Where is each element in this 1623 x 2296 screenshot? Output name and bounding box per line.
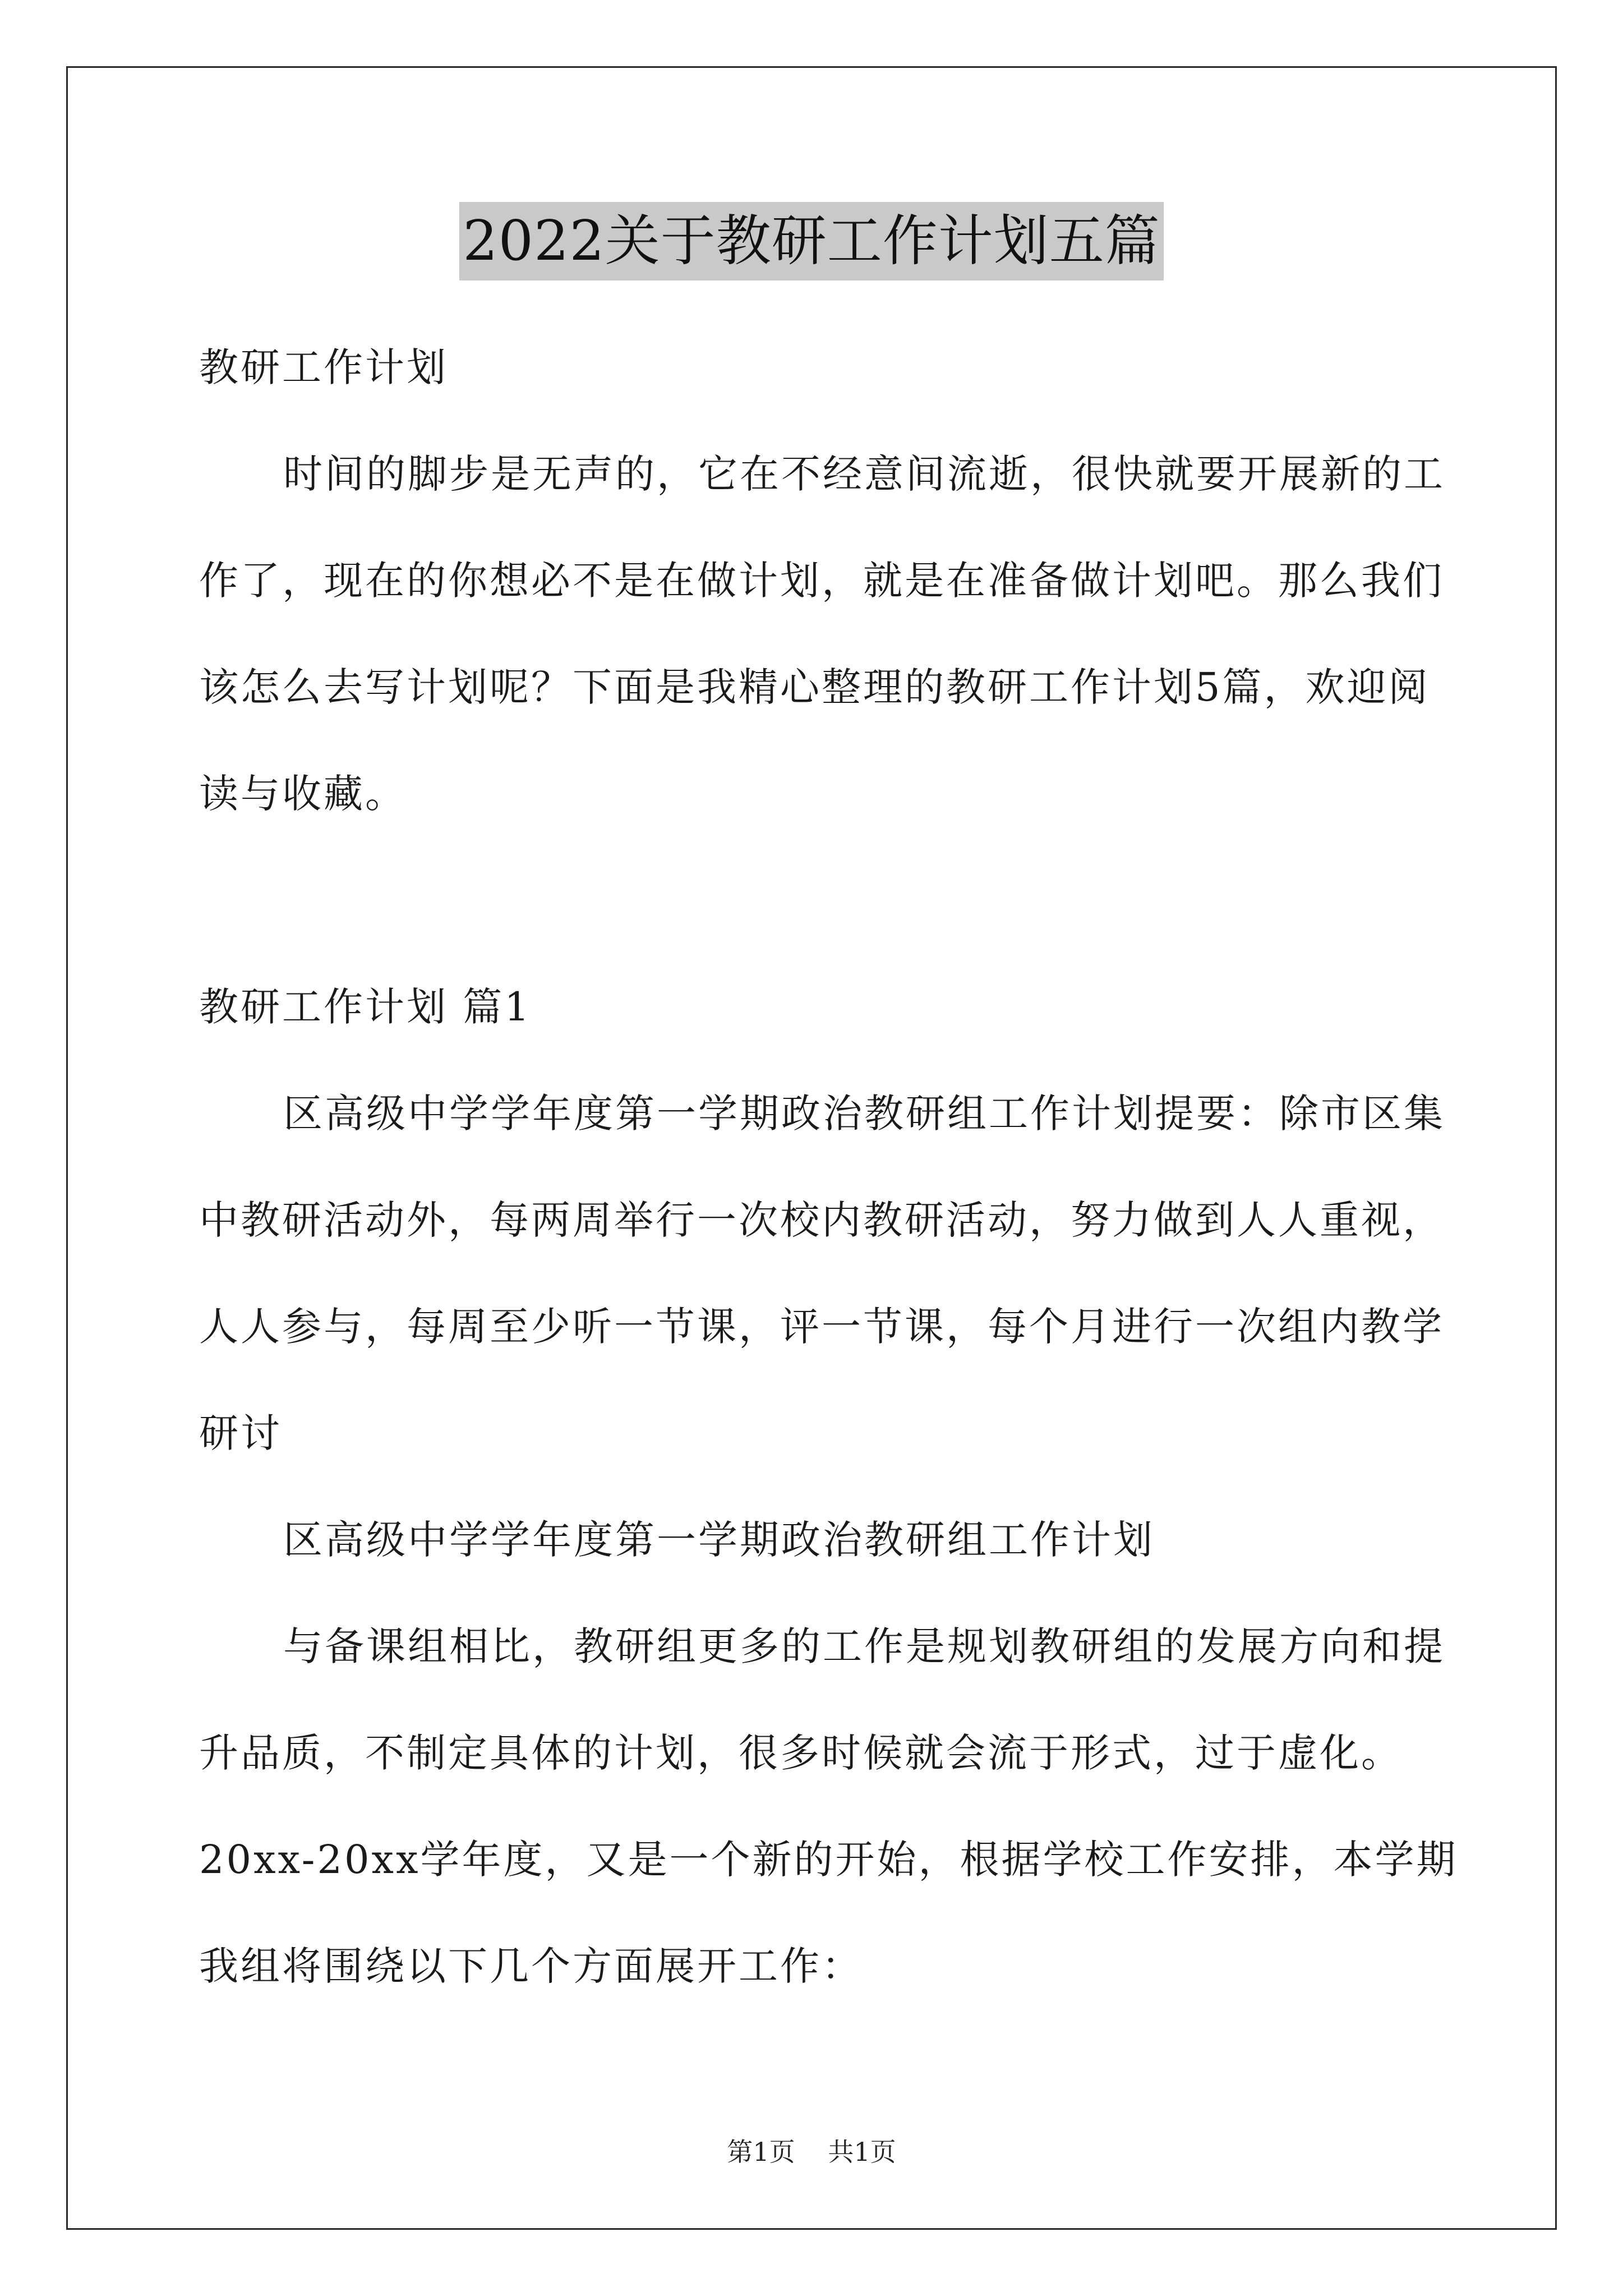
page-total: 共1页 bbox=[828, 2137, 896, 2167]
paragraph-line: 区高级中学学年度第一学期政治教研组工作计划 bbox=[283, 1517, 1155, 1563]
paragraph-line: 读与收藏。 bbox=[199, 771, 407, 817]
paragraph-line: 与备课组相比，教研组更多的工作是规划教研组的发展方向和提 bbox=[283, 1623, 1445, 1669]
paragraph-line: 20xx-20xx学年度，又是一个新的开始，根据学校工作安排，本学期 bbox=[199, 1837, 1458, 1883]
section-heading: 教研工作计划 篇1 bbox=[199, 984, 532, 1030]
paragraph-line: 研讨 bbox=[199, 1410, 282, 1456]
paragraph-line: 中教研活动外，每两周举行一次校内教研活动，努力做到人人重视， bbox=[199, 1197, 1444, 1243]
page-footer bbox=[0, 2132, 1623, 2169]
paragraph-line: 区高级中学学年度第一学期政治教研组工作计划提要：除市区集 bbox=[283, 1091, 1445, 1137]
title-container bbox=[0, 202, 1623, 280]
paragraph-line: 人人参与，每周至少听一节课，评一节课，每个月进行一次组内教学 bbox=[199, 1304, 1444, 1350]
page-number: 第1页 bbox=[727, 2137, 795, 2167]
paragraph-line: 我组将围绕以下几个方面展开工作： bbox=[199, 1943, 863, 1989]
paragraph-line: 作了，现在的你想必不是在做计划，就是在准备做计划吧。那么我们 bbox=[199, 558, 1444, 604]
paragraph-line: 升品质，不制定具体的计划，很多时候就会流于形式，过于虚化。 bbox=[199, 1730, 1403, 1776]
paragraph-gap bbox=[199, 847, 1433, 954]
section-heading: 教研工作计划 bbox=[199, 344, 448, 390]
document-title: 2022关于教研工作计划五篇 bbox=[459, 202, 1163, 280]
document-body bbox=[199, 314, 1458, 2019]
paragraph-line: 时间的脚步是无声的，它在不经意间流逝，很快就要开展新的工 bbox=[283, 451, 1445, 497]
paragraph-line: 该怎么去写计划呢？下面是我精心整理的教研工作计划5篇，欢迎阅 bbox=[199, 664, 1430, 710]
